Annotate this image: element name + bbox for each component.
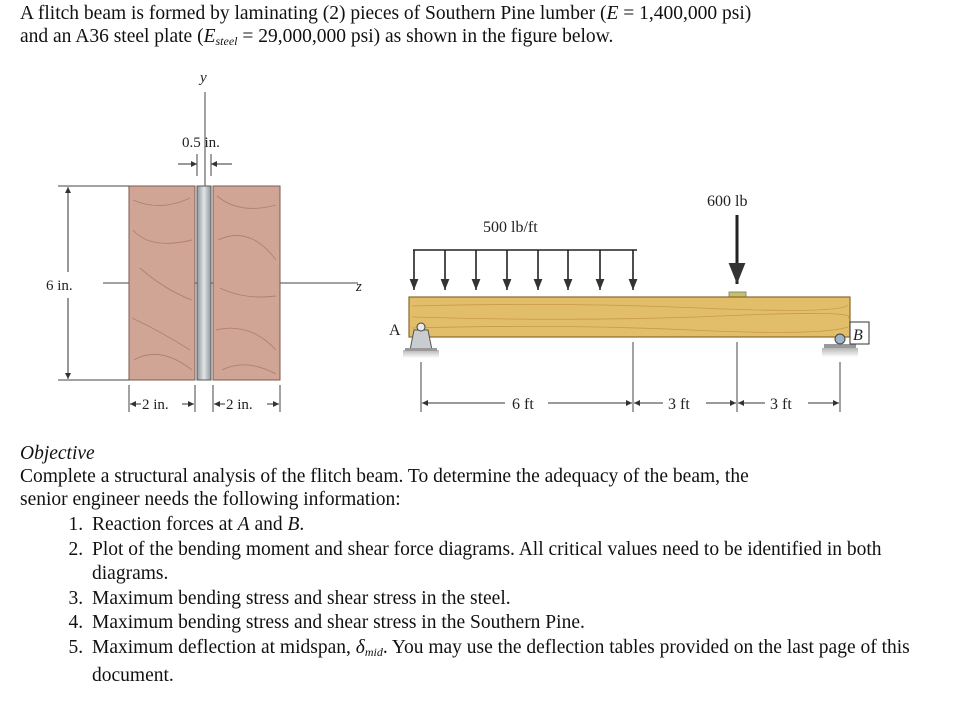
objective-section [20,442,960,689]
list-item: 4. Maximum bending stress and shear stress in the Southern Pine. [88,611,960,636]
task-list [20,513,960,689]
distributed-load-arrows [414,250,633,290]
intro-text: = 1,400,000 psi) [618,3,752,24]
z-axis-label: z [356,279,362,295]
list-item: 2. Plot of the bending moment and shear force diagrams. All critical values need to be identified in both diagrams. [88,538,960,587]
list-item: 1. Reaction forces at A and B. [88,513,960,538]
modulus-symbol: E [606,3,619,24]
list-item: 3. Maximum bending stress and shear stress in the steel. [88,587,960,612]
list-item: 5. Maximum deflection at midspan, $\delta_{mid}$. You may use the deflection tables provided on the last page of this document. [88,636,960,689]
bearing-plate [729,292,746,297]
subscript: steel [215,34,238,48]
span-3-label: 3 ft [770,396,792,413]
right-lumber [213,186,280,380]
height-label: 6 in. [46,278,73,294]
intro-text: = 29,000,000 psi) as shown in the figure below. [237,26,614,47]
distributed-load-label: 500 lb/ft [483,219,538,236]
objective-heading: Objective [20,443,95,464]
objective-paragraph: senior engineer needs the following information: [20,489,401,510]
modulus-symbol: E [203,26,216,47]
span-2-label: 3 ft [668,396,690,413]
intro-text: and an A36 steel plate ( [20,26,204,47]
beam-figure [389,193,869,413]
left-width-label: 2 in. [142,397,169,413]
y-axis-label: y [200,70,207,86]
left-lumber [129,186,195,380]
steel-plate [197,186,211,380]
support-a-label: A [389,322,401,339]
intro-text: A flitch beam is formed by laminating (2) pieces of Southern Pine lumber ( [20,3,607,24]
objective-paragraph: Complete a structural analysis of the flitch beam. To determine the adequacy of the beam, the [20,466,749,487]
support-b-label: B [853,327,863,344]
span-1-label: 6 ft [512,396,534,413]
wood-beam [409,297,850,337]
cross-section [46,70,362,413]
plate-thickness-label: 0.5 in. [182,135,220,151]
right-width-label: 2 in. [226,397,253,413]
point-load-label: 600 lb [707,193,748,210]
